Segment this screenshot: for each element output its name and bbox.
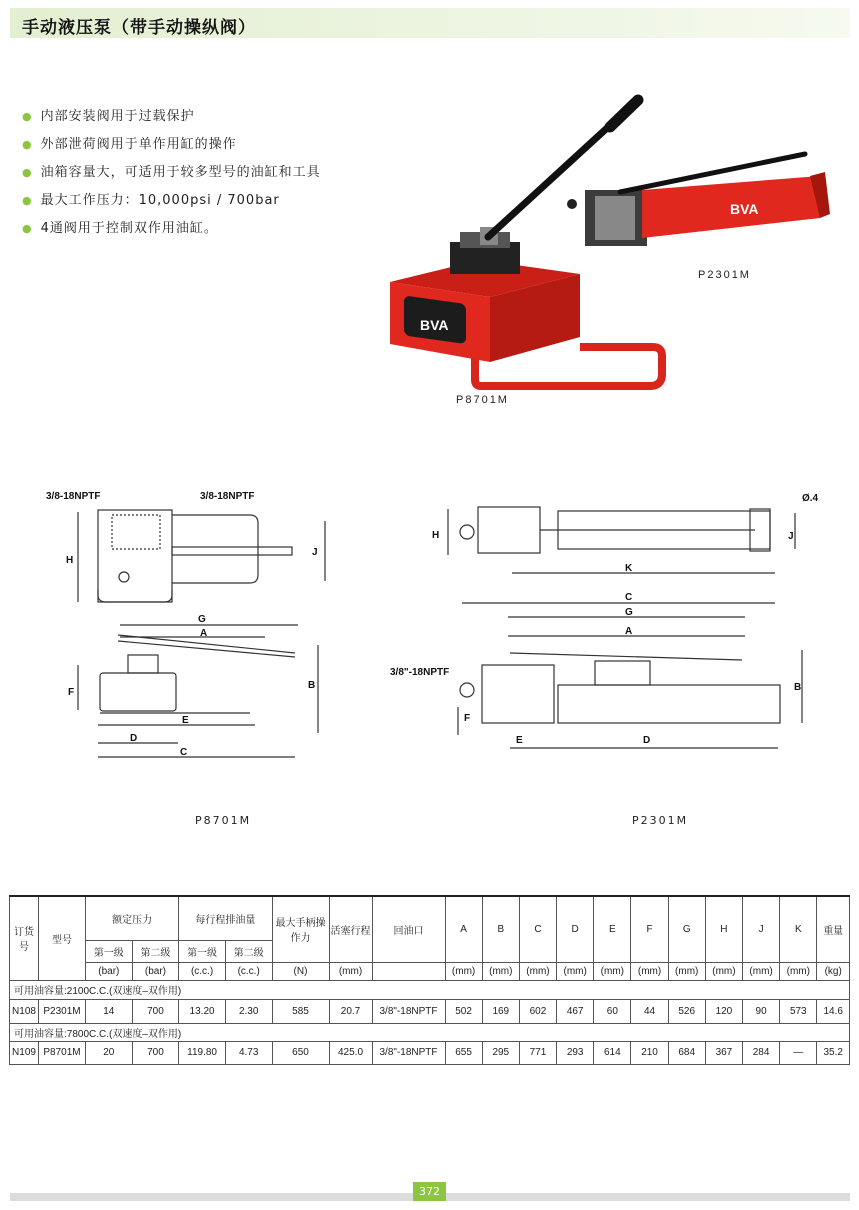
- table-cell: 可用油容量:7800C.C.(双速度–双作用): [10, 1023, 850, 1041]
- table-cell: (c.c.): [179, 962, 226, 980]
- col-header-b: B: [482, 896, 519, 962]
- dim-label-j: J: [788, 531, 794, 542]
- table-cell: 44: [631, 999, 668, 1023]
- col-header-c: C: [519, 896, 556, 962]
- spec-table: [9, 895, 850, 1065]
- table-cell: 467: [557, 999, 594, 1023]
- table-cell: 650: [272, 1041, 329, 1064]
- feature-item: ● 内部安装阀用于过载保护: [22, 109, 195, 124]
- photo-caption-p2301m: P2301M: [698, 269, 751, 281]
- page-number: 372: [413, 1182, 446, 1201]
- table-row: [10, 999, 850, 1023]
- bullet-icon: ●: [22, 138, 33, 151]
- table-cell: (mm): [705, 962, 742, 980]
- table-cell: 60: [594, 999, 631, 1023]
- col-header-k: K: [780, 896, 817, 962]
- col-header-stage1: 第一级: [179, 940, 226, 962]
- col-header-j: J: [743, 896, 780, 962]
- table-cell: 295: [482, 1041, 519, 1064]
- dim-label-h: H: [432, 530, 440, 541]
- table-cell: 700: [132, 1041, 179, 1064]
- table-cell: (N): [272, 962, 329, 980]
- col-header-oil-per-stroke: 每行程排油量: [179, 896, 272, 940]
- table-cell: 585: [272, 999, 329, 1023]
- col-header-weight: 重量: [817, 896, 850, 962]
- dim-label-h: H: [66, 555, 74, 566]
- table-cell: (mm): [668, 962, 705, 980]
- table-cell: 210: [631, 1041, 668, 1064]
- table-cell: (bar): [86, 962, 133, 980]
- dim-label-g: G: [198, 614, 206, 625]
- feature-item: ● 外部泄荷阀用于单作用缸的操作: [22, 137, 237, 152]
- table-cell: (kg): [817, 962, 850, 980]
- col-header-stage2: 第二级: [225, 940, 272, 962]
- table-cell: 614: [594, 1041, 631, 1064]
- table-cell: 655: [445, 1041, 482, 1064]
- col-header-g: G: [668, 896, 705, 962]
- dim-label-f: F: [464, 713, 471, 724]
- table-cell: 35.2: [817, 1041, 850, 1064]
- page-title: 手动液压泵（带手动操纵阀）: [22, 18, 256, 38]
- table-cell: 367: [705, 1041, 742, 1064]
- photo-caption-p8701m: P8701M: [456, 394, 509, 406]
- dim-label-d: D: [130, 733, 138, 744]
- table-cell: 502: [445, 999, 482, 1023]
- col-header-order-no: 订货号: [10, 896, 39, 980]
- table-cell: (mm): [519, 962, 556, 980]
- table-cell: [372, 962, 445, 980]
- table-cell: (mm): [329, 962, 372, 980]
- drawing-p8701m: [40, 485, 340, 775]
- table-cell: —: [780, 1041, 817, 1064]
- table-cell: 284: [743, 1041, 780, 1064]
- title-bar: [10, 8, 850, 38]
- table-cell: N108: [10, 999, 39, 1023]
- table-cell: (mm): [557, 962, 594, 980]
- col-header-rated-pressure: 额定压力: [86, 896, 179, 940]
- drawing-caption-p8701m: P8701M: [195, 814, 252, 827]
- drawing-caption-p2301m: P2301M: [632, 814, 689, 827]
- col-header-return-port: 回油口: [372, 896, 445, 962]
- col-header-model: 型号: [39, 896, 86, 980]
- brand-logo-small: BVA: [730, 201, 759, 217]
- table-cell: (mm): [631, 962, 668, 980]
- col-header-f: F: [631, 896, 668, 962]
- col-header-stage1: 第一级: [86, 940, 133, 962]
- table-cell: 20: [86, 1041, 133, 1064]
- hole-label: Ø.4: [802, 493, 819, 504]
- table-cell: 3/8"-18NPTF: [372, 999, 445, 1023]
- dim-label-e: E: [182, 715, 189, 726]
- table-cell: N109: [10, 1041, 39, 1064]
- small-pump-image: [567, 154, 830, 246]
- bullet-icon: ●: [22, 222, 33, 235]
- col-header-max-handle-force: 最大手柄操作力: [272, 896, 329, 962]
- table-cell: (bar): [132, 962, 179, 980]
- dim-label-c: C: [625, 592, 633, 603]
- table-cell: 90: [743, 999, 780, 1023]
- table-cell: (mm): [482, 962, 519, 980]
- feature-item: ● 最大工作压力：10,000psi / 700bar: [22, 193, 280, 208]
- table-cell: 4.73: [225, 1041, 272, 1064]
- table-cell: 700: [132, 999, 179, 1023]
- feature-list: [22, 106, 321, 246]
- brand-logo-large: BVA: [420, 317, 449, 333]
- dim-label-a: A: [625, 626, 633, 637]
- dim-label-g: G: [625, 607, 633, 618]
- section-note-row: [10, 1023, 850, 1041]
- port-label: 3/8-18NPTF: [46, 491, 101, 502]
- table-cell: 14: [86, 999, 133, 1023]
- table-cell: 14.6: [817, 999, 850, 1023]
- table-cell: (mm): [743, 962, 780, 980]
- dim-label-e: E: [516, 735, 523, 746]
- table-cell: (c.c.): [225, 962, 272, 980]
- bullet-icon: ●: [22, 194, 33, 207]
- table-cell: P2301M: [39, 999, 86, 1023]
- col-header-d: D: [557, 896, 594, 962]
- bullet-icon: ●: [22, 166, 33, 179]
- table-cell: 684: [668, 1041, 705, 1064]
- table-cell: 169: [482, 999, 519, 1023]
- table-cell: 可用油容量:2100C.C.(双速度–双作用): [10, 980, 850, 999]
- dim-label-k: K: [625, 563, 633, 574]
- table-cell: (mm): [594, 962, 631, 980]
- dim-label-f: F: [68, 687, 75, 698]
- table-cell: 573: [780, 999, 817, 1023]
- table-cell: 771: [519, 1041, 556, 1064]
- product-photo: [380, 92, 800, 406]
- table-cell: (mm): [445, 962, 482, 980]
- port-label: 3/8-18NPTF: [200, 491, 255, 502]
- table-cell: 526: [668, 999, 705, 1023]
- col-header-a: A: [445, 896, 482, 962]
- dim-label-b: B: [308, 680, 316, 691]
- dim-label-a: A: [200, 628, 208, 639]
- dim-label-b: B: [794, 682, 802, 693]
- dim-label-d: D: [643, 735, 651, 746]
- table-cell: 120: [705, 999, 742, 1023]
- table-cell: P8701M: [39, 1041, 86, 1064]
- drawing-p2301m: [390, 485, 830, 755]
- feature-item: ● 油箱容量大，可适用于较多型号的油缸和工具: [22, 165, 321, 180]
- col-header-h: H: [705, 896, 742, 962]
- col-header-piston-stroke: 活塞行程: [329, 896, 372, 962]
- table-cell: 2.30: [225, 999, 272, 1023]
- section-note-row: [10, 980, 850, 999]
- col-header-stage2: 第二级: [132, 940, 179, 962]
- table-cell: 602: [519, 999, 556, 1023]
- table-cell: 20.7: [329, 999, 372, 1023]
- table-row: [10, 1041, 850, 1064]
- bullet-icon: ●: [22, 110, 33, 123]
- dim-label-j: J: [312, 547, 318, 558]
- feature-item: ● 4通阀用于控制双作用油缸。: [22, 221, 218, 236]
- table-cell: 425.0: [329, 1041, 372, 1064]
- table-cell: (mm): [780, 962, 817, 980]
- dim-label-c: C: [180, 747, 188, 758]
- port-label: 3/8"-18NPTF: [390, 667, 450, 678]
- table-cell: 293: [557, 1041, 594, 1064]
- table-cell: 13.20: [179, 999, 226, 1023]
- units-row: [10, 962, 850, 980]
- table-cell: 119.80: [179, 1041, 226, 1064]
- col-header-e: E: [594, 896, 631, 962]
- table-cell: 3/8"-18NPTF: [372, 1041, 445, 1064]
